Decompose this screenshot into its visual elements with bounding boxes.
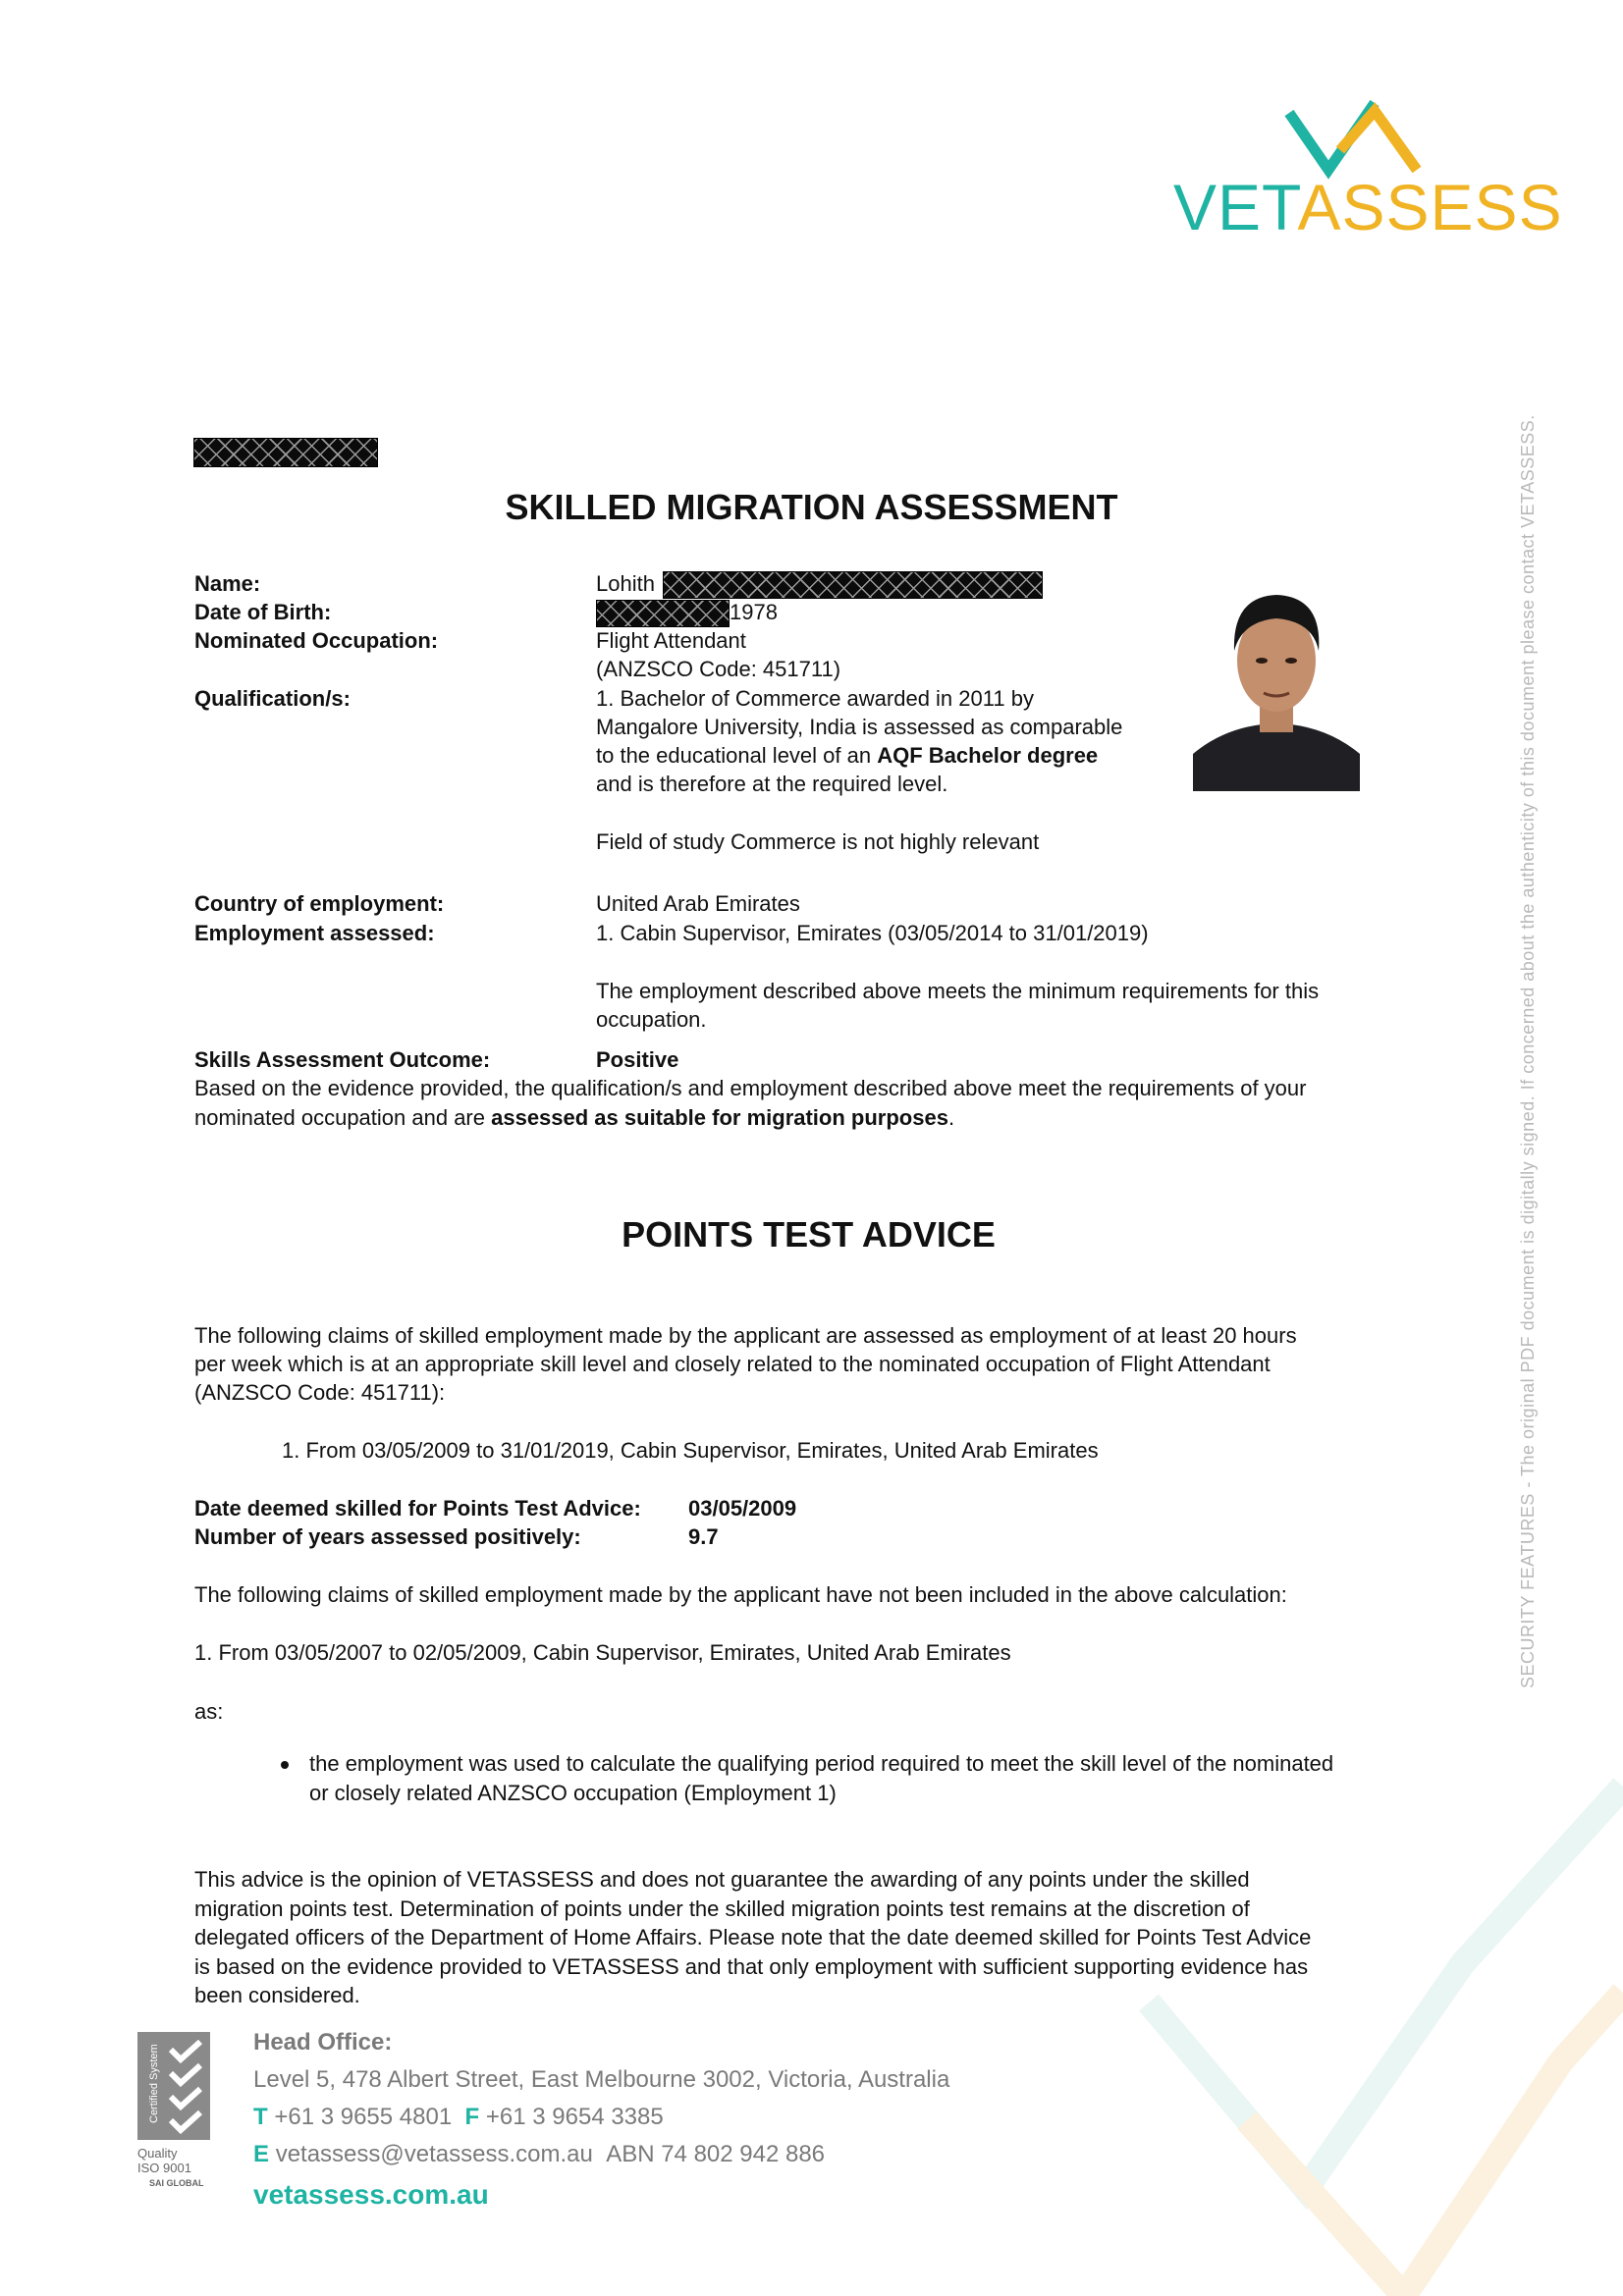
logo-wordmark [1173,171,1563,243]
name-first: Lohith [596,571,655,596]
fax-prefix: F [464,2104,480,2130]
certified-system-text: Certified System [148,2044,160,2123]
abn: ABN 74 802 942 886 [606,2141,826,2167]
outcome-text-line-2-pre: nominated occupation and are [194,1105,492,1130]
years-value: 9.7 [688,1524,719,1549]
name-value [596,569,1043,599]
bullet-dot-icon [281,1761,289,1769]
cert-quality: Quality [137,2146,178,2161]
employment-label: Employment assessed: [194,921,435,945]
disclaimer [194,1865,1311,2010]
phone-line [253,2099,949,2136]
outcome-text-line-2-post: . [947,1105,955,1130]
disclaimer-line-5: been considered. [194,1983,360,2007]
qualification-line-4: and is therefore at the required level. [596,772,948,796]
aqf-level: AQF Bachelor degree [877,743,1099,768]
cert-iso: ISO 9001 [137,2161,191,2175]
phone-number: +61 3 9655 4801 [274,2104,453,2130]
points-claim-1: 1. From 03/05/2009 to 31/01/2019, Cabin Supervisor, Emirates, United Arab Emirates [282,1438,1099,1463]
employment-value: 1. Cabin Supervisor, Emirates (03/05/2014 to 31/01/2019) [596,921,1149,945]
email-line [253,2136,949,2173]
qualification-line-1: 1. Bachelor of Commerce awarded in 2011 by [596,686,1034,711]
occupation-anzsco: (ANZSCO Code: 451711) [596,657,841,681]
security-features-text: SECURITY FEATURES - The original PDF document is digitally signed. If concerned about the authenticity of this document please contact VETASSESS. [1518,414,1538,1688]
portrait-illustration [1193,567,1360,791]
fax-number: +61 3 9654 3385 [485,2104,664,2130]
points-title: POINTS TEST ADVICE [622,1214,996,1255]
excluded-claim-1: 1. From 03/05/2007 to 02/05/2009, Cabin Supervisor, Emirates, United Arab Emirates [194,1640,1011,1665]
outcome-text-line-2 [194,1103,954,1133]
outcome-suitable: assessed as suitable for migration purposes [491,1105,948,1130]
applicant-photo [1193,567,1360,791]
disclaimer-line-3: delegated officers of the Department of Home Affairs. Please note that the date deemed skilled for Points Test Advice [194,1925,1312,1949]
qualification-line-3 [596,741,1098,771]
qualification-line-2: Mangalore University, India is assessed as comparable [596,715,1123,739]
occupation-label: Nominated Occupation: [194,628,439,653]
redacted-surname [663,571,1043,599]
background-watermark-chevron [1129,1767,1623,2296]
dob-year: 1978 [730,600,778,624]
email-prefix: E [253,2141,270,2167]
employment-note-line-1: The employment described above meets the minimum requirements for this [596,979,1320,1003]
employment-note-line-2: occupation. [596,1007,707,1032]
logo-wordmark-assess: ASSESS [1297,171,1563,243]
dob-value [596,598,778,627]
date-deemed-value: 03/05/2009 [688,1496,797,1521]
reason-line-1: the employment was used to calculate the qualifying period required to meet the skill level of the nominated [309,1751,1334,1776]
dob-label: Date of Birth: [194,600,332,624]
points-intro-line-3: (ANZSCO Code: 451711): [194,1380,446,1405]
country-value: United Arab Emirates [596,891,800,916]
phone-prefix: T [253,2104,268,2130]
email-address[interactable]: vetassess@vetassess.com.au [275,2141,593,2167]
disclaimer-line-1: This advice is the opinion of VETASSESS and does not guarantee the awarding of any points under the skilled [194,1867,1250,1892]
assessment-title: SKILLED MIGRATION ASSESSMENT [505,487,1118,527]
vetassess-logo [1173,93,1563,280]
country-label: Country of employment: [194,891,445,916]
redacted-reference [193,438,378,467]
head-office-label: Head Office: [253,2029,393,2056]
footer-contact [253,2024,949,2215]
excluded-intro: The following claims of skilled employment made by the applicant have not been included in the above calculation: [194,1582,1287,1607]
date-deemed-label: Date deemed skilled for Points Test Advice: [194,1496,641,1521]
redacted-dob [596,600,730,627]
logo-wordmark-vet: VET [1173,171,1298,243]
iso-certification-badge [135,2032,214,2199]
certified-checkmarks-icon [167,2040,206,2134]
points-intro-line-2: per week which is at an appropriate skill level and closely related to the nominated occupation of Flight Attendant [194,1352,1271,1376]
certified-system-box [137,2032,210,2140]
points-intro-line-1: The following claims of skilled employment made by the applicant are assessed as employment of at least 20 hours [194,1323,1297,1348]
name-label: Name: [194,571,261,596]
reason-line-2: or closely related ANZSCO occupation (Employment 1) [309,1780,837,1805]
disclaimer-line-4: is based on the evidence provided to VETASSESS and that only employment with sufficient supporting evidence has [194,1953,1309,1979]
head-office-address: Level 5, 478 Albert Street, East Melbourne 3002, Victoria, Australia [253,2066,950,2093]
outcome-value: Positive [596,1047,679,1072]
years-label: Number of years assessed positively: [194,1524,581,1549]
as-label: as: [194,1699,224,1724]
website-link[interactable]: vetassess.com.au [253,2179,489,2210]
qualification-line-3-text: to the educational level of an [596,743,878,768]
cert-sai: SAI GLOBAL [149,2178,204,2188]
qualification-label: Qualification/s: [194,686,351,711]
outcome-label: Skills Assessment Outcome: [194,1047,491,1072]
outcome-text-line-1: Based on the evidence provided, the qualification/s and employment described above meet the requirements of your [194,1076,1307,1100]
reason-bullet [309,1749,1333,1807]
field-of-study: Field of study Commerce is not highly relevant [596,829,1040,854]
disclaimer-line-2: migration points test. Determination of points under the skilled migration points test remains at the discretion of [194,1896,1250,1921]
occupation-value: Flight Attendant [596,628,746,653]
